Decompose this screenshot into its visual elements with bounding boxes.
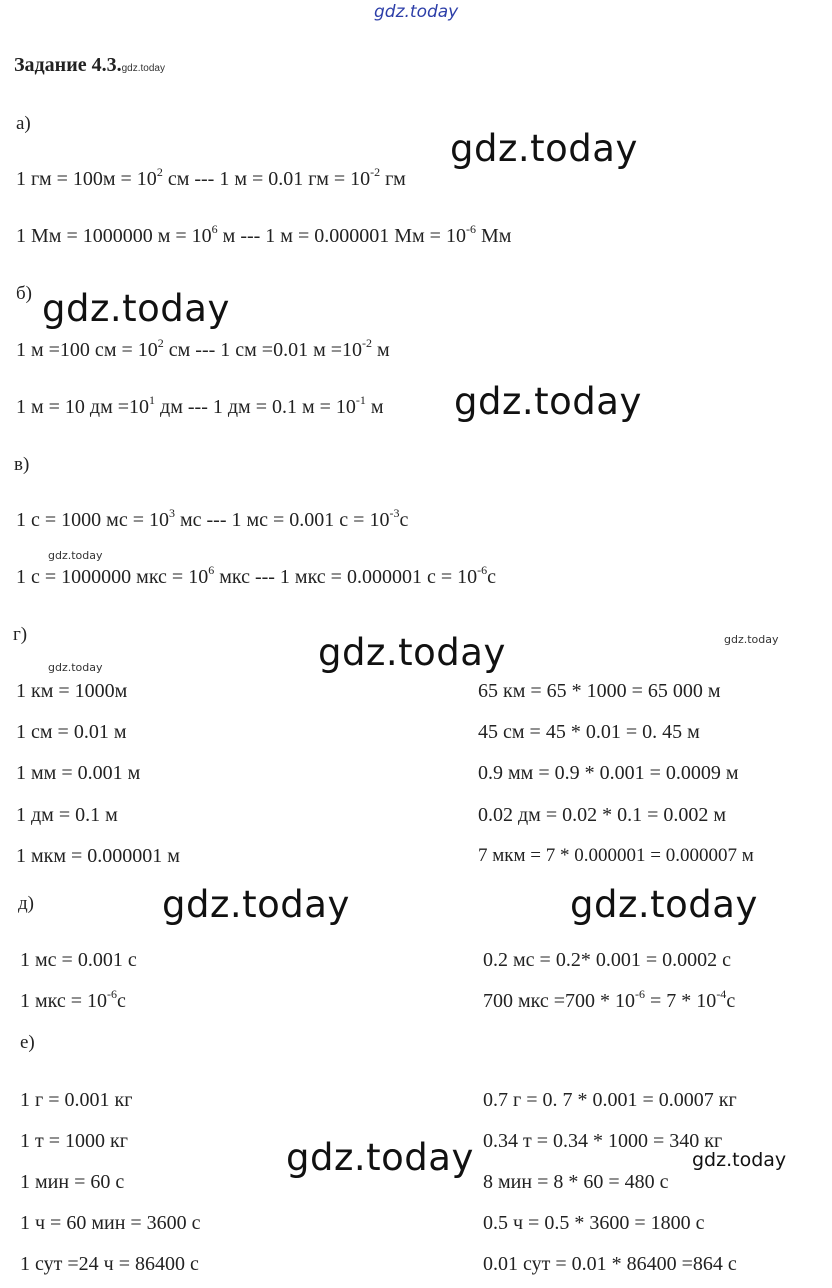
section-g-right-4: 0.02 дм = 0.02 * 0.1 = 0.002 м — [478, 804, 727, 826]
section-d-left-2: 1 мкс = $10^{-6}с$ — [20, 987, 126, 1012]
section-e-left-1: 1 г = 0.001 кг — [20, 1089, 133, 1111]
section-b-label: б) — [16, 283, 32, 304]
section-a-label: а) — [16, 113, 31, 134]
watermark-6: gdz.today — [48, 661, 103, 674]
watermark-4: gdz.today — [48, 549, 103, 562]
section-g-right-1: 65 км = 65 * 1000 = 65 000 м — [478, 680, 721, 702]
section-g-left-5: 1 мкм = 0.000001 м — [16, 845, 180, 867]
section-e-right-1: 0.7 г = 0. 7 * 0.001 = 0.0007 кг — [483, 1089, 737, 1111]
section-a-line-1: 1 гм = $100м = 10^2$ см --- 1 м = 0.01 гм = $10^{-2}$ гм — [16, 165, 406, 190]
section-g-right-5: 7 мкм = 7 * 0.000001 = 0.000007 м — [478, 845, 754, 866]
section-b-line-1: 1 м =100 см = $10^2$ см --- 1 см =0.01 $м =10^{-2}$ м — [16, 336, 390, 361]
section-e-left-3: 1 мин = 60 с — [20, 1171, 125, 1193]
section-v-line-1: 1 с = 1000 мс = $10^3$ мс --- 1 мс = 0.001 $с = 10^{-3}с$ — [16, 506, 409, 531]
task-title-watermark: gdz.today — [121, 63, 165, 74]
section-e-label: е) — [20, 1032, 35, 1053]
section-e-right-5: 0.01 сут = 0.01 * 86400 =864 с — [483, 1253, 737, 1275]
section-e-right-3: 8 мин = 8 * 60 = 480 с — [483, 1171, 669, 1193]
watermark-7: gdz.today — [318, 631, 506, 674]
section-g-left-2: 1 см = 0.01 м — [16, 721, 127, 743]
section-v-label: в) — [14, 454, 30, 475]
section-d-right-1: 0.2 мс = 0.2* 0.001 = 0.0002 с — [483, 949, 731, 971]
section-e-right-2: 0.34 т = 0.34 * 1000 = 340 кг — [483, 1130, 723, 1152]
section-g-right-3: 0.9 мм = 0.9 * 0.001 = 0.0009 м — [478, 762, 739, 784]
watermark-3: gdz.today — [454, 380, 642, 423]
section-g-right-2: 45 см = 45 * 0.01 = 0. 45 м — [478, 721, 700, 743]
section-e-left-4: 1 ч = 60 мин = 3600 с — [20, 1212, 201, 1234]
section-d-left-1: 1 мс = 0.001 с — [20, 949, 137, 971]
section-d-label: д) — [18, 893, 34, 914]
section-a-line-2: 1 Мм = 1000000 $м = 10^6$ м --- 1 м = 0.000001 Мм = $10^{-6}$ Мм — [16, 222, 512, 247]
section-v-line-2: 1 с = 1000000 мкс = $10^6$ мкс --- 1 мкс = 0.000001 $с = 10^{-6}с$ — [16, 563, 496, 588]
section-d-right-2: 700 мкс $=700 * 10^{-6} = 7 * 10^{-4}с$ — [483, 987, 736, 1012]
watermark-top: gdz.today — [374, 2, 459, 22]
section-e-right-4: 0.5 ч = 0.5 * 3600 = 1800 с — [483, 1212, 705, 1234]
section-b-line-2: 1 м = 10 дм $=10^1$ дм --- 1 дм = 0.1 $м = 10^{-1}$ м — [16, 393, 384, 418]
watermark-2: gdz.today — [42, 287, 230, 330]
section-e-left-2: 1 т = 1000 кг — [20, 1130, 128, 1152]
section-e-left-5: 1 сут =24 ч = 86400 с — [20, 1253, 199, 1275]
watermark-1: gdz.today — [450, 127, 638, 170]
section-g-left-1: 1 км = 1000м — [16, 680, 128, 702]
watermark-11: gdz.today — [692, 1149, 787, 1171]
section-g-label: г) — [13, 624, 28, 645]
task-title-text: Задание 4.3. — [14, 54, 122, 76]
watermark-10: gdz.today — [286, 1136, 474, 1179]
watermark-9: gdz.today — [570, 883, 758, 926]
task-title — [14, 54, 165, 77]
watermark-8: gdz.today — [162, 883, 350, 926]
watermark-5: gdz.today — [724, 633, 779, 646]
section-g-left-3: 1 мм = 0.001 м — [16, 762, 141, 784]
section-g-left-4: 1 дм = 0.1 м — [16, 804, 118, 826]
